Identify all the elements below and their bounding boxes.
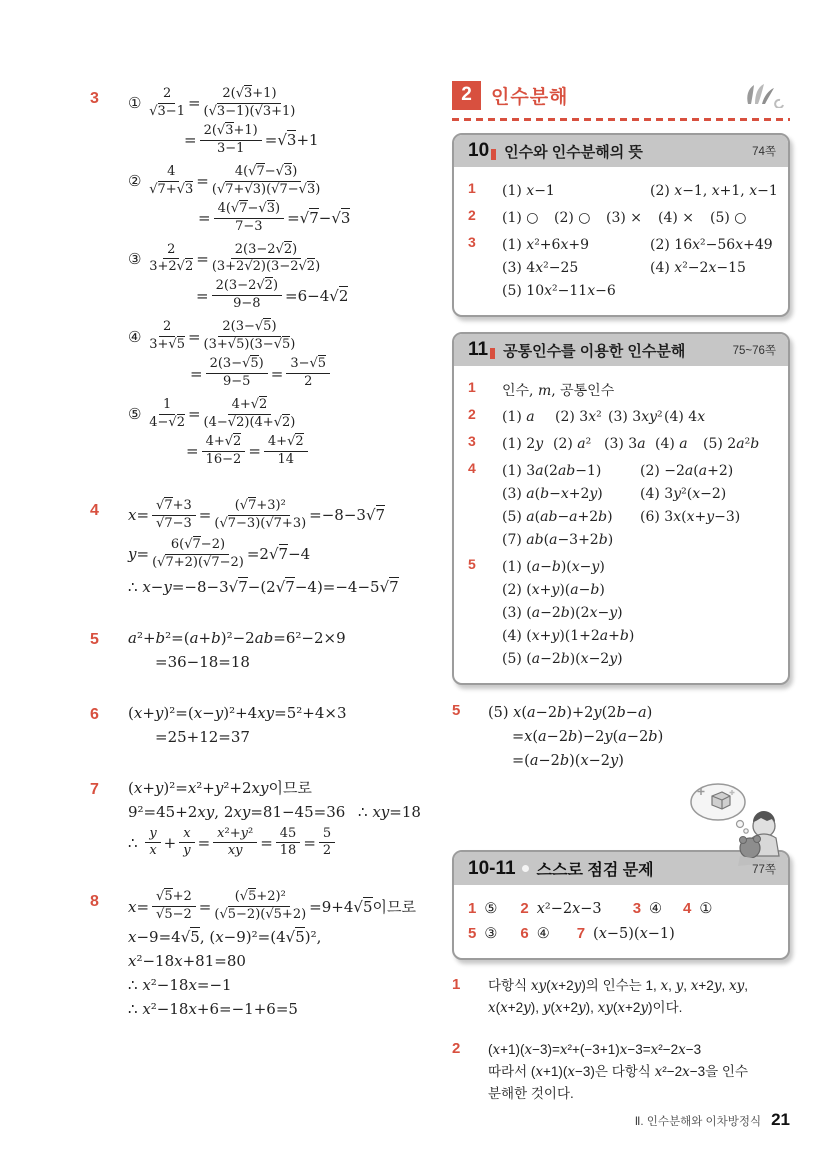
solution-body <box>128 700 430 750</box>
math-text: = <box>196 172 209 191</box>
answer-row-number: 2 <box>468 406 476 422</box>
solution-item <box>90 700 430 750</box>
selfcheck-box-body <box>454 885 788 958</box>
math-line <box>502 648 776 669</box>
math-text: ∴ xy=18 <box>358 802 421 821</box>
note-solution-5 <box>452 700 790 774</box>
math-line <box>488 702 790 724</box>
math-text: (2) ○ <box>554 209 591 226</box>
paragraph-number: 2 <box>452 1040 461 1057</box>
paragraph-number: 1 <box>452 976 461 993</box>
math-line <box>502 483 776 504</box>
math-line <box>128 164 430 199</box>
math-text: =√3+1 <box>264 131 319 150</box>
math-text: ⑤ <box>484 900 498 917</box>
solution-item <box>90 496 430 600</box>
math-text: x²−18x+81=80 <box>128 952 246 971</box>
math-line <box>128 319 430 354</box>
math-line <box>128 801 430 823</box>
answer-row-lines <box>502 458 776 552</box>
fraction: $\frac{5}{2}$ <box>319 827 335 860</box>
math-text: ∴ x²−18x=−1 <box>128 976 232 995</box>
answer-row <box>468 178 776 203</box>
answer-row-number: 1 <box>468 379 476 395</box>
math-text: ∴ x²−18x+6=−1+6=5 <box>128 1000 298 1019</box>
math-line <box>128 86 430 121</box>
math-line <box>128 123 430 158</box>
math-text: ⑤ <box>128 405 147 424</box>
answer-number: 5 <box>468 925 477 942</box>
math-line <box>128 356 430 391</box>
math-line <box>128 826 430 861</box>
math-text: y= <box>128 545 150 564</box>
math-text: (4) x²−2x−15 <box>650 259 746 276</box>
thinking-kid-illustration <box>688 780 788 873</box>
math-text: (5) a(ab−a+2b) <box>502 508 613 525</box>
answer-row <box>468 205 776 230</box>
math-line <box>128 576 430 598</box>
solution-number: 4 <box>90 501 99 519</box>
math-text: x= <box>128 897 150 916</box>
fraction: $\frac{2}{3+√5}$ <box>149 319 185 353</box>
math-line <box>502 257 776 278</box>
fraction: $\frac{2(3-2√2)}{(3+2√2)(3-2√2)}$ <box>211 241 321 275</box>
paragraph-item <box>452 1039 790 1105</box>
math-text: a²+b²=(a+b)²−2ab=6²−2×9 <box>128 628 346 647</box>
solution-body <box>128 496 430 600</box>
answer-row <box>468 431 776 456</box>
fraction: $\frac{4}{√7+√3}$ <box>149 163 194 197</box>
fraction: $\frac{x}{y}$ <box>179 827 194 860</box>
answer-row-lines <box>502 377 776 402</box>
math-line <box>502 602 776 623</box>
math-text: (6) 3x(x+y−3) <box>640 508 741 525</box>
answer-box-title: 인수와 인수분해의 뜻 <box>504 143 643 161</box>
math-text: (1) a <box>502 408 535 425</box>
math-text: = <box>187 327 201 346</box>
math-text: = <box>303 833 316 852</box>
math-text: ③ <box>484 925 498 942</box>
math-text: (3) × <box>606 209 643 226</box>
section-header <box>452 80 790 110</box>
fraction: $\frac{4(√7-√3)}{7-3}$ <box>214 202 284 235</box>
math-text: (3) (a−2b)(2x−y) <box>502 604 623 621</box>
math-line <box>128 950 430 972</box>
math-text: (4) (x+y)(1+2a+b) <box>502 627 635 644</box>
math-text: (x+y)²=x²+y²+2xy이므로 <box>128 779 312 797</box>
answer-row-lines <box>502 404 776 429</box>
fraction: $\frac{2}{3+2√2}$ <box>149 241 194 275</box>
math-text: =25+12=37 <box>155 727 250 746</box>
answer-boxes <box>452 133 790 685</box>
answer-box-page-ref: 75~76쪽 <box>732 345 776 357</box>
math-line <box>502 625 776 646</box>
paragraph-line: 다항식 xy(x+2y)의 인수는 1, x, y, x+2y, xy, <box>488 978 748 994</box>
solution-body <box>128 887 430 1022</box>
math-text: =2√7−4 <box>246 545 311 564</box>
math-text: (1) 2y <box>502 435 544 452</box>
answer-row-number: 3 <box>468 433 476 449</box>
answer-box-id: 11 <box>468 339 489 360</box>
math-text: =√7−√3 <box>287 209 351 228</box>
math-text: (3) a(b−x+2y) <box>502 485 603 502</box>
math-text: = <box>190 364 203 383</box>
math-text: = <box>197 833 211 852</box>
math-line <box>128 651 430 673</box>
fraction: $\frac{2}{√3-1}$ <box>149 86 185 119</box>
math-line <box>468 923 776 944</box>
solution-body <box>128 84 430 471</box>
answer-box-body <box>454 167 788 315</box>
math-text: (1) ○ <box>502 209 539 226</box>
math-text: =6−4√2 <box>285 286 349 305</box>
math-line <box>502 579 776 600</box>
red-tick-icon <box>490 348 495 359</box>
explanation-paragraphs <box>452 975 790 1105</box>
answer-box-id: 10 <box>468 140 490 161</box>
fraction: $\frac{√5+2}{√5-2}$ <box>152 890 196 923</box>
math-text: 인수, m, 공통인수 <box>502 382 615 399</box>
solution-body <box>128 625 430 675</box>
fraction: $\frac{4(√7-√3)}{(√7+√3)(√7-√3)}$ <box>211 163 321 197</box>
selfcheck-box-title: 스스로 점검 문제 <box>536 862 654 879</box>
answer-row-number: 4 <box>468 460 476 476</box>
paragraph-body <box>488 975 790 1019</box>
answer-box-body <box>454 366 788 683</box>
fraction: $\frac{2(3-2√2)}{9-8}$ <box>212 279 282 312</box>
math-text: (x−5)(x−1) <box>593 925 675 942</box>
math-text: = <box>187 94 201 113</box>
math-text: (3) 4x²−25 <box>502 259 579 276</box>
answer-row <box>468 554 776 671</box>
paragraph-line: x(x+2y), y(x+2y), xy(x+2y)이다. <box>488 1000 683 1016</box>
math-text: (7) ab(a−3+2b) <box>502 531 614 548</box>
solution-item <box>90 625 430 675</box>
answer-box <box>452 133 790 317</box>
math-text: (x+y)²=(x−y)²+4xy=5²+4×3 <box>128 703 347 722</box>
paragraph-item <box>452 975 790 1019</box>
paragraph-line: 분해한 것이다. <box>488 1086 574 1101</box>
answer-row-number: 1 <box>468 180 476 196</box>
fraction: $\frac{√7+3}{√7-3}$ <box>152 499 196 532</box>
math-text: (5) ○ <box>710 209 747 226</box>
math-text: (4) 3y²(x−2) <box>640 485 727 502</box>
math-text: ④ <box>128 327 147 346</box>
fraction: $\frac{4+√2}{16-2}$ <box>202 435 246 468</box>
answer-number: 2 <box>520 900 529 917</box>
paragraph-line: (x+1)(x−3)=x²+(−3+1)x−3=x²−2x−3 <box>488 1042 702 1058</box>
math-text: (1) x−1 <box>502 182 555 199</box>
answer-row <box>468 404 776 429</box>
selfcheck-box-id: 10-11 <box>468 857 516 879</box>
note-number: 5 <box>452 702 461 719</box>
math-line <box>128 434 430 469</box>
math-text: (5) 2a²b <box>703 435 760 452</box>
fraction: $\frac{2(3-√5)}{9-5}$ <box>206 357 268 390</box>
selfcheck-section <box>452 850 790 960</box>
math-text: =(a−2b)(x−2y) <box>512 753 624 769</box>
answer-row <box>468 377 776 402</box>
math-line <box>502 180 776 201</box>
solution-body <box>128 775 430 863</box>
answer-row-lines <box>502 431 776 456</box>
math-text: = <box>198 209 211 228</box>
answer-number: 7 <box>576 925 586 942</box>
page-footer <box>635 1110 790 1130</box>
fraction: $\frac{4+√2}{(4-√2)(4+√2)}$ <box>203 397 296 430</box>
answer-box-page-ref: 74쪽 <box>752 146 776 158</box>
math-text: (1) (a−b)(x−y) <box>502 558 605 575</box>
fraction: $\frac{\text{x²+y²}}{xy}$ <box>213 827 257 860</box>
fraction: $\frac{2(√3+1)}{3-1}$ <box>200 124 262 157</box>
answer-number: 6 <box>520 925 529 942</box>
math-text: (5) x(a−2b)+2y(2b−a) <box>488 705 653 721</box>
math-text: =9+4√5이므로 <box>309 898 416 917</box>
math-line <box>488 750 790 772</box>
math-line <box>128 537 430 572</box>
math-text: (1) 3a(2ab−1) <box>502 462 602 479</box>
math-line <box>502 460 776 481</box>
red-tick-icon <box>491 149 496 160</box>
math-text: = <box>248 442 261 461</box>
math-text: (2) (x+y)(a−b) <box>502 581 605 598</box>
answer-row-number: 2 <box>468 207 476 223</box>
math-line <box>502 529 776 550</box>
math-line <box>128 242 430 277</box>
math-line <box>128 498 430 533</box>
fraction: $\frac{1}{4-√2}$ <box>149 397 185 430</box>
math-line <box>128 201 430 236</box>
fraction: $\frac{45}{18}$ <box>276 827 301 860</box>
math-text: = <box>260 833 273 852</box>
math-line <box>128 926 430 948</box>
fraction: $\frac{6(√7-2)}{(√7+2)(√7-2)}$ <box>152 536 244 570</box>
math-line <box>502 506 776 527</box>
math-text: = <box>198 506 212 525</box>
math-text: x²−2x−3 <box>536 900 602 917</box>
math-text: (2) 3x² <box>555 408 602 425</box>
note-body <box>488 700 790 774</box>
math-text: ① <box>699 900 713 917</box>
math-line <box>128 974 430 996</box>
answer-row-lines <box>502 554 776 671</box>
math-text: (2) 16x²−56x+49 <box>650 236 773 253</box>
answer-box-title: 공통인수를 이용한 인수분해 <box>503 342 686 360</box>
math-text: =36−18=18 <box>155 652 250 671</box>
solution-item <box>90 775 430 863</box>
math-line <box>502 433 776 454</box>
answer-row-number: 3 <box>468 234 476 250</box>
answer-row-lines <box>502 205 776 230</box>
solution-number: 5 <box>90 630 99 648</box>
fraction: $\frac{3-√5}{2}$ <box>286 357 330 390</box>
answer-box-header <box>454 334 788 366</box>
math-line <box>502 280 776 301</box>
math-text: = <box>184 131 197 150</box>
math-text: ∴ x−y=−8−3√7−(2√7−4)=−4−5√7 <box>128 577 399 596</box>
math-text: = <box>196 286 209 305</box>
section-divider-dashed <box>452 118 790 121</box>
solution-number: 6 <box>90 705 99 723</box>
math-line <box>128 627 430 649</box>
answer-row <box>468 458 776 552</box>
math-text: =x(a−2b)−2y(a−2b) <box>512 729 664 745</box>
math-text: (2) −2a(a+2) <box>640 462 734 479</box>
math-line <box>502 207 776 228</box>
math-line <box>502 556 776 577</box>
math-line <box>468 898 776 919</box>
math-line <box>502 406 776 427</box>
answer-box <box>452 332 790 685</box>
solution-item <box>90 887 430 1022</box>
answer-number: 1 <box>468 900 477 917</box>
answer-row-lines <box>502 232 776 303</box>
math-line <box>502 379 776 400</box>
fraction: $\frac{\text{(√5+2)²}}{(√5-2)(√5+2)}$ <box>214 889 307 923</box>
math-text: (2) a² <box>553 435 592 452</box>
math-text: =−8−3√7 <box>309 506 386 525</box>
answer-row-number: 5 <box>468 556 476 572</box>
math-text: (4) 4x <box>664 408 706 425</box>
leaf-icon <box>742 82 788 113</box>
fraction: $\frac{\text{(√7+3)²}}{(√7-3)(√7+3)}$ <box>214 497 307 531</box>
math-text: ① <box>128 94 147 113</box>
math-line <box>128 998 430 1020</box>
math-text: (5) (a−2b)(x−2y) <box>502 650 623 667</box>
left-solutions-column <box>90 84 430 1047</box>
math-text: = <box>186 442 199 461</box>
math-text: (4) a <box>655 435 688 452</box>
math-text: 9²=45+2xy, 2xy=81−45=36 <box>128 802 346 821</box>
math-line <box>128 726 430 748</box>
math-text: (5) 10x²−11x−6 <box>502 282 616 299</box>
math-line <box>128 777 430 799</box>
paragraph-body <box>488 1039 790 1105</box>
math-text: ③ <box>128 249 147 268</box>
math-line <box>502 234 776 255</box>
answer-row <box>468 232 776 303</box>
math-text: ∴ <box>128 833 143 852</box>
solution-number: 7 <box>90 780 99 798</box>
math-text: x= <box>128 506 150 525</box>
answer-number: 3 <box>632 900 642 917</box>
math-line <box>128 702 430 724</box>
fraction: $\frac{2(√3+1)}{(√3-1)(√3+1)}$ <box>203 86 296 119</box>
math-text: ④ <box>536 925 550 942</box>
math-line <box>128 397 430 432</box>
paragraph-line: 따라서 (x+1)(x−3)은 다항식 x²−2x−3을 인수 <box>488 1064 748 1080</box>
math-text: ④ <box>649 900 663 917</box>
math-line <box>128 278 430 313</box>
solution-number: 3 <box>90 90 99 107</box>
math-text: = <box>196 249 209 268</box>
solution-number: 8 <box>90 893 99 911</box>
selfcheck-box-page-ref: 77쪽 <box>752 863 776 876</box>
answer-row-lines <box>502 178 776 203</box>
dot-icon <box>522 865 529 872</box>
math-line <box>128 889 430 924</box>
section-number-badge: 2 <box>452 81 481 110</box>
fraction: $\frac{4+√2}{14}$ <box>264 435 308 468</box>
math-text: ② <box>128 172 147 191</box>
math-text: (3) 3xy² <box>608 408 663 425</box>
math-text: = <box>187 405 201 424</box>
math-text: (4) × <box>658 209 695 226</box>
fraction: $\frac{2(3-√5)}{(3+√5)(3-√5)}$ <box>203 319 296 353</box>
math-text: (3) 3a <box>604 435 646 452</box>
solution-item <box>90 84 430 471</box>
math-line <box>488 726 790 748</box>
fraction: $\frac{y}{x}$ <box>145 827 160 860</box>
section-title: 인수분해 <box>491 86 569 108</box>
footer-page-number: 21 <box>771 1110 790 1129</box>
math-text: (1) x²+6x+9 <box>502 236 589 253</box>
math-text: = <box>270 364 284 383</box>
answer-box-header <box>454 135 788 167</box>
math-text: = <box>198 897 212 916</box>
math-text: (2) x−1, x+1, x−1 <box>650 182 778 199</box>
right-column <box>452 80 790 1125</box>
math-text: + <box>163 833 177 852</box>
math-text: x−9=4√5, (x−9)²=(4√5)², <box>128 928 322 947</box>
answer-number: 4 <box>683 900 692 917</box>
footer-chapter-title: Ⅱ. 인수분해와 이차방정식 <box>634 1116 762 1128</box>
